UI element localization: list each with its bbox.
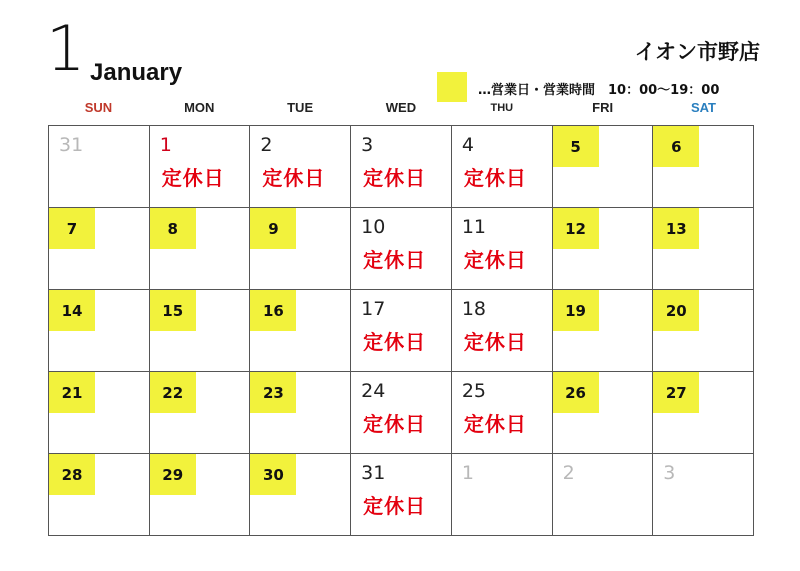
month-number: 1 [46, 12, 86, 85]
open-day-number: 27 [653, 372, 699, 413]
adjacent-month-day-number: 3 [663, 462, 676, 484]
day-number: 4 [461, 134, 474, 156]
day-cell [653, 372, 754, 454]
day-number: 1 [159, 134, 172, 156]
open-day-number: 26 [553, 372, 599, 413]
open-day-number: 28 [49, 454, 95, 495]
day-cell [250, 126, 351, 208]
day-cell [653, 126, 754, 208]
day-cell [553, 454, 654, 536]
closed-day-label: 定休日 [363, 494, 427, 518]
open-day-number: 14 [49, 290, 95, 331]
day-cell [553, 290, 654, 372]
closed-day-label: 定休日 [363, 330, 427, 354]
weekday-header [48, 100, 754, 120]
open-day-number: 19 [553, 290, 599, 331]
day-cell [452, 126, 553, 208]
adjacent-month-day-number: 1 [461, 462, 474, 484]
weekday-sun: SUN [84, 100, 113, 115]
weekday-mon: MON [184, 100, 215, 115]
open-day-number: 20 [653, 290, 699, 331]
day-cell [553, 208, 654, 290]
day-cell [452, 208, 553, 290]
open-day-number: 15 [150, 290, 196, 331]
day-cell [150, 208, 251, 290]
weekday-sat: SAT [690, 100, 716, 115]
closed-day-label: 定休日 [363, 248, 427, 272]
weekday-thu: THU [490, 102, 514, 114]
day-number: 25 [461, 380, 487, 402]
day-cell [250, 454, 351, 536]
adjacent-month-day-number: 31 [59, 134, 84, 156]
open-day-number: 23 [250, 372, 296, 413]
day-cell [250, 290, 351, 372]
day-cell [553, 126, 654, 208]
day-cell [553, 372, 654, 454]
legend-swatch [437, 72, 467, 102]
open-day-number: 7 [49, 208, 95, 249]
day-number: 10 [361, 216, 386, 238]
open-day-number: 22 [150, 372, 196, 413]
open-day-number: 8 [150, 208, 196, 249]
day-cell [653, 208, 754, 290]
day-cell [49, 126, 150, 208]
open-day-number: 9 [250, 208, 296, 249]
day-cell [351, 208, 452, 290]
day-cell [653, 454, 754, 536]
open-day-number: 13 [653, 208, 699, 249]
month-name: January [90, 59, 183, 86]
open-day-number: 30 [250, 454, 296, 495]
weekday-tue: TUE [287, 100, 314, 115]
day-number: 11 [461, 216, 487, 238]
day-cell [452, 290, 553, 372]
store-name: イオン市野店 [634, 40, 760, 64]
closed-day-label: 定休日 [161, 166, 225, 190]
closed-day-label: 定休日 [262, 166, 326, 190]
day-number: 24 [361, 380, 386, 402]
day-cell [150, 454, 251, 536]
closed-day-label: 定休日 [463, 412, 527, 436]
open-day-number: 12 [553, 208, 599, 249]
day-cell [250, 208, 351, 290]
closed-day-label: 定休日 [363, 166, 427, 190]
open-day-number: 5 [553, 126, 599, 167]
day-number: 18 [461, 298, 487, 320]
day-cell [452, 454, 553, 536]
day-cell [452, 372, 553, 454]
closed-day-label: 定休日 [463, 166, 527, 190]
day-cell [351, 454, 452, 536]
day-cell [150, 290, 251, 372]
day-cell [351, 126, 452, 208]
day-number: 3 [361, 134, 374, 156]
legend-text: …営業日・営業時間 10：00〜19：00 [478, 83, 720, 98]
closed-day-label: 定休日 [363, 412, 427, 436]
day-cell [49, 454, 150, 536]
calendar-grid [48, 125, 754, 536]
day-cell [150, 372, 251, 454]
weekday-wed: WED [385, 100, 417, 115]
day-cell [250, 372, 351, 454]
day-cell [49, 290, 150, 372]
day-cell [150, 126, 251, 208]
open-day-number: 6 [653, 126, 699, 167]
day-cell [49, 208, 150, 290]
open-day-number: 29 [150, 454, 196, 495]
adjacent-month-day-number: 2 [562, 462, 575, 484]
day-cell [653, 290, 754, 372]
closed-day-label: 定休日 [463, 330, 527, 354]
day-cell [49, 372, 150, 454]
day-cell [351, 372, 452, 454]
weekday-fri: FRI [592, 100, 614, 115]
open-day-number: 16 [250, 290, 296, 331]
day-number: 2 [260, 134, 273, 156]
closed-day-label: 定休日 [463, 248, 527, 272]
day-number: 31 [361, 462, 386, 484]
day-number: 17 [361, 298, 386, 320]
open-day-number: 21 [49, 372, 95, 413]
day-cell [351, 290, 452, 372]
